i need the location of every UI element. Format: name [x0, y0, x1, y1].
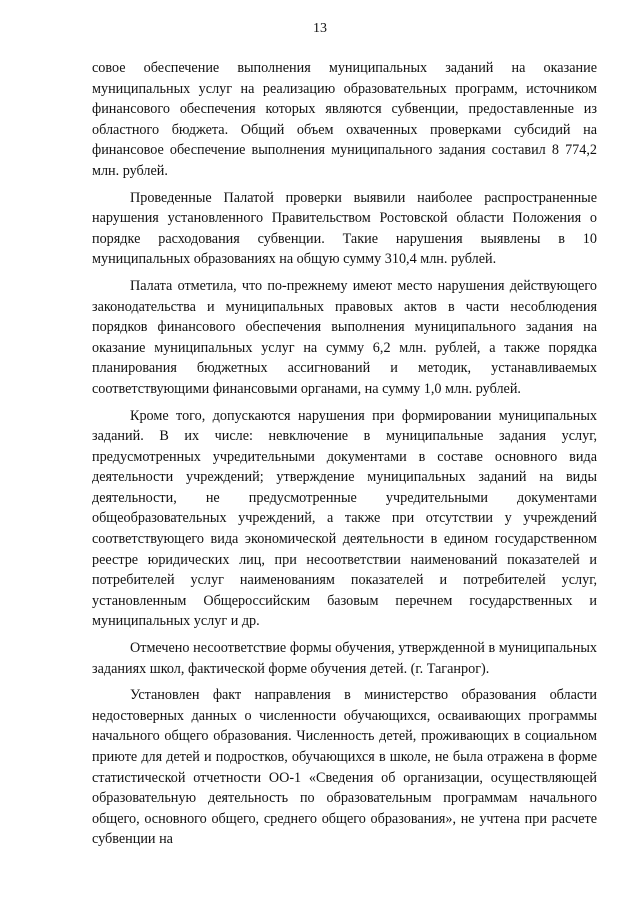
page-number: 13	[313, 21, 327, 36]
paragraph-2: Проведенные Палатой проверки выявили наиболее распространенные нарушения установленного Правительством Ростовской области Положения о порядке расходования субвенции. Такие нарушения выявлены в 10 муниципальных образованиях на общую сумму 310,4 млн. рублей.	[92, 189, 597, 268]
paragraph-1: совое обеспечение выполнения муниципальных заданий на оказание муниципальных услуг на реализацию образовательных программ, источником финансового обеспечения которых являются субвенции, предоставленные из областного бюджета. Общий объем охваченных проверками субсидий на финансовое обеспечение выполнения муниципального задания составил 8 774,2 млн. рублей.	[92, 60, 597, 179]
paragraph-4: Кроме того, допускаются нарушения при формировании муниципальных заданий. В их числе: невключение в муниципальные задания услуг, предусмотренных учредительными документами в составе основного вида деятельности учреждений; утверждение муниципальных заданий на виды деятельности, не предусмотренные учредительными документами общеобразовательных учреждений, а также при отсутствии у учреждений соответствующего вида экономической деятельности в едином государственном реестре юридических лиц, при несоответствии наименований показателей и потребителей услуг наименованиям показателей и потребителей услуг, установленным Общероссийским базовым перечнем государственных и муниципальных услуг и др.	[92, 407, 597, 630]
paragraph-5: Отмечено несоответствие формы обучения, утвержденной в муниципальных заданиях школ, фактической форме обучения детей. (г. Таганрог).	[92, 640, 597, 677]
paragraph-6: Установлен факт направления в министерство образования области недостоверных данных о численности обучающихся, осваивающих программы начального общего образования. Численность детей, проживающих в социальном приюте для детей и подростков, обучающихся в школе, не была отражена в форме статистической отчетности ОО-1 «Сведения об организации, осуществляющей образовательную деятельность по образовательным программам начального общего, основного общего, среднего общего образования», не учтена при расчете субвенции на	[92, 687, 597, 848]
document-body	[92, 58, 597, 856]
paragraph-3: Палата отметила, что по-прежнему имеют место нарушения действующего законодательства и муниципальных правовых актов в части несоблюдения порядков финансового обеспечения выполнения муниципального задания на оказание муниципальных услуг на сумму 6,2 млн. рублей, а также порядка планирования бюджетных ассигнований и методик, устанавливаемых соответствующими финансовыми органами, на сумму 1,0 млн. рублей.	[92, 277, 597, 397]
